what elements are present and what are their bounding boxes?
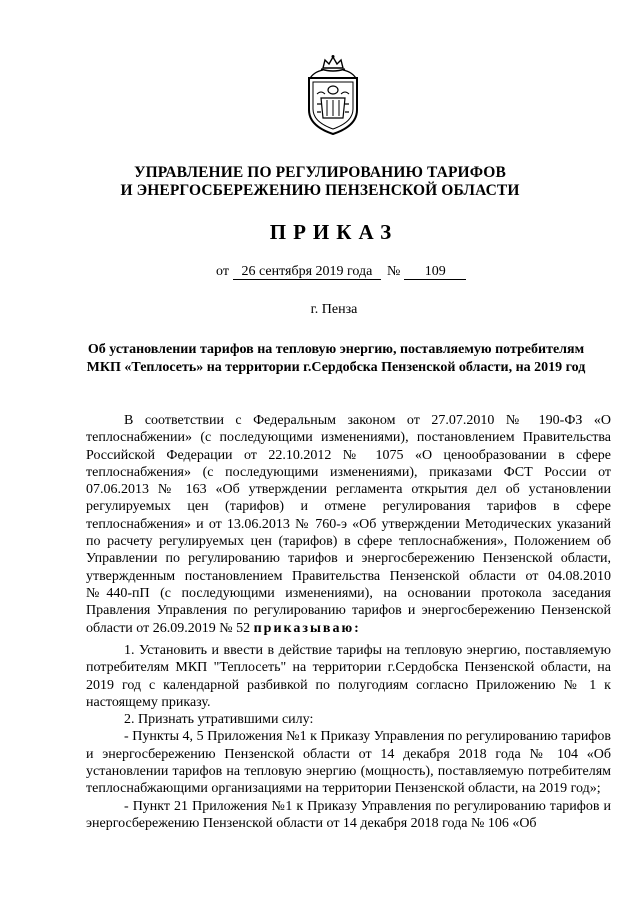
order-item: 1. Установить и ввести в действие тарифы на тепловую энергию, поставляемую потребителям МКП "Теплосеть" на территории г.Сердобска Пензенской области, на 2019 год с календарной разбивкой по полугодиям согласно Приложению № 1 к настоящему приказу. xyxy=(86,643,611,710)
number-sign: № xyxy=(386,264,401,279)
order-item: - Пункты 4, 5 Приложения №1 к Приказу Управления по регулированию тарифов и энергосбережению Пензенской области от 14 декабря 2018 года № 104 «Об установлении тарифов на тепловую энергию (мощность), поставляемую потребителям теплоснабжающими организациями на территории Пензенской области, на 2019 год»; xyxy=(86,729,611,797)
preamble-paragraph xyxy=(86,412,611,637)
order-items-section xyxy=(86,642,611,832)
order-item: - Пункт 21 Приложения №1 к Приказу Управления по регулированию тарифов и энергосбережению Пензенской области от 14 декабря 2018 года № 106 «Об xyxy=(86,798,611,831)
authority-name-line-2: И ЭНЕРГОСБЕРЕЖЕНИЮ ПЕНЗЕНСКОЙ ОБЛАСТИ xyxy=(120,182,520,199)
document-number: 109 xyxy=(404,264,466,280)
document-subject: Об установлении тарифов на тепловую энергию, поставляемую потребителям МКП «Теплосеть» на территории г.Сердобска Пензенской области, на 2019 год xyxy=(86,342,586,375)
coat-of-arms-emblem xyxy=(301,54,365,136)
order-item: 2. Признать утратившими силу: xyxy=(124,712,314,728)
date-number-line xyxy=(216,264,466,280)
document-type-title: ПРИКАЗ xyxy=(269,220,399,244)
date-prefix: от xyxy=(216,264,229,279)
authority-name-line-1: УПРАВЛЕНИЕ ПО РЕГУЛИРОВАНИЮ ТАРИФОВ xyxy=(134,164,506,181)
city-name: г. Пенза xyxy=(310,302,358,317)
order-word: приказываю: xyxy=(253,620,361,636)
preamble-text: В соответствии с Федеральным законом от 27.07.2010 № 190-ФЗ «О теплоснабжении» (с последующими изменениями), постановлением Правительства Российской Федерации от 22.10.2012 № 1075 «О ценообразовании в сфере теплоснабжения» (с последующими изменениями), приказами ФСТ России от 07.06.2013 № 163 «Об утверждении регламента открытия дел об установлении регулируемых цен (тарифов) и отмене регулирования тарифов в сфере теплоснабжения» и от 13.06.2013 № 760-э «Об утверждении Методических указаний по расчету регулируемых цен (тарифов) в сфере теплоснабжения», Положением об Управлении по регулированию тарифов и энергосбережению Пензенской области, утвержденным постановлением Правительства Пензенской области от 04.08.2010 №440-пП (с последующими изменениями), на основании протокола заседания Правления Управления по регулированию тарифов и энергосбережению Пензенской области от 26.09.2019 № 52 xyxy=(86,413,611,636)
preamble-section xyxy=(86,412,611,637)
document-date: 26 сентября 2019 года xyxy=(233,264,381,280)
